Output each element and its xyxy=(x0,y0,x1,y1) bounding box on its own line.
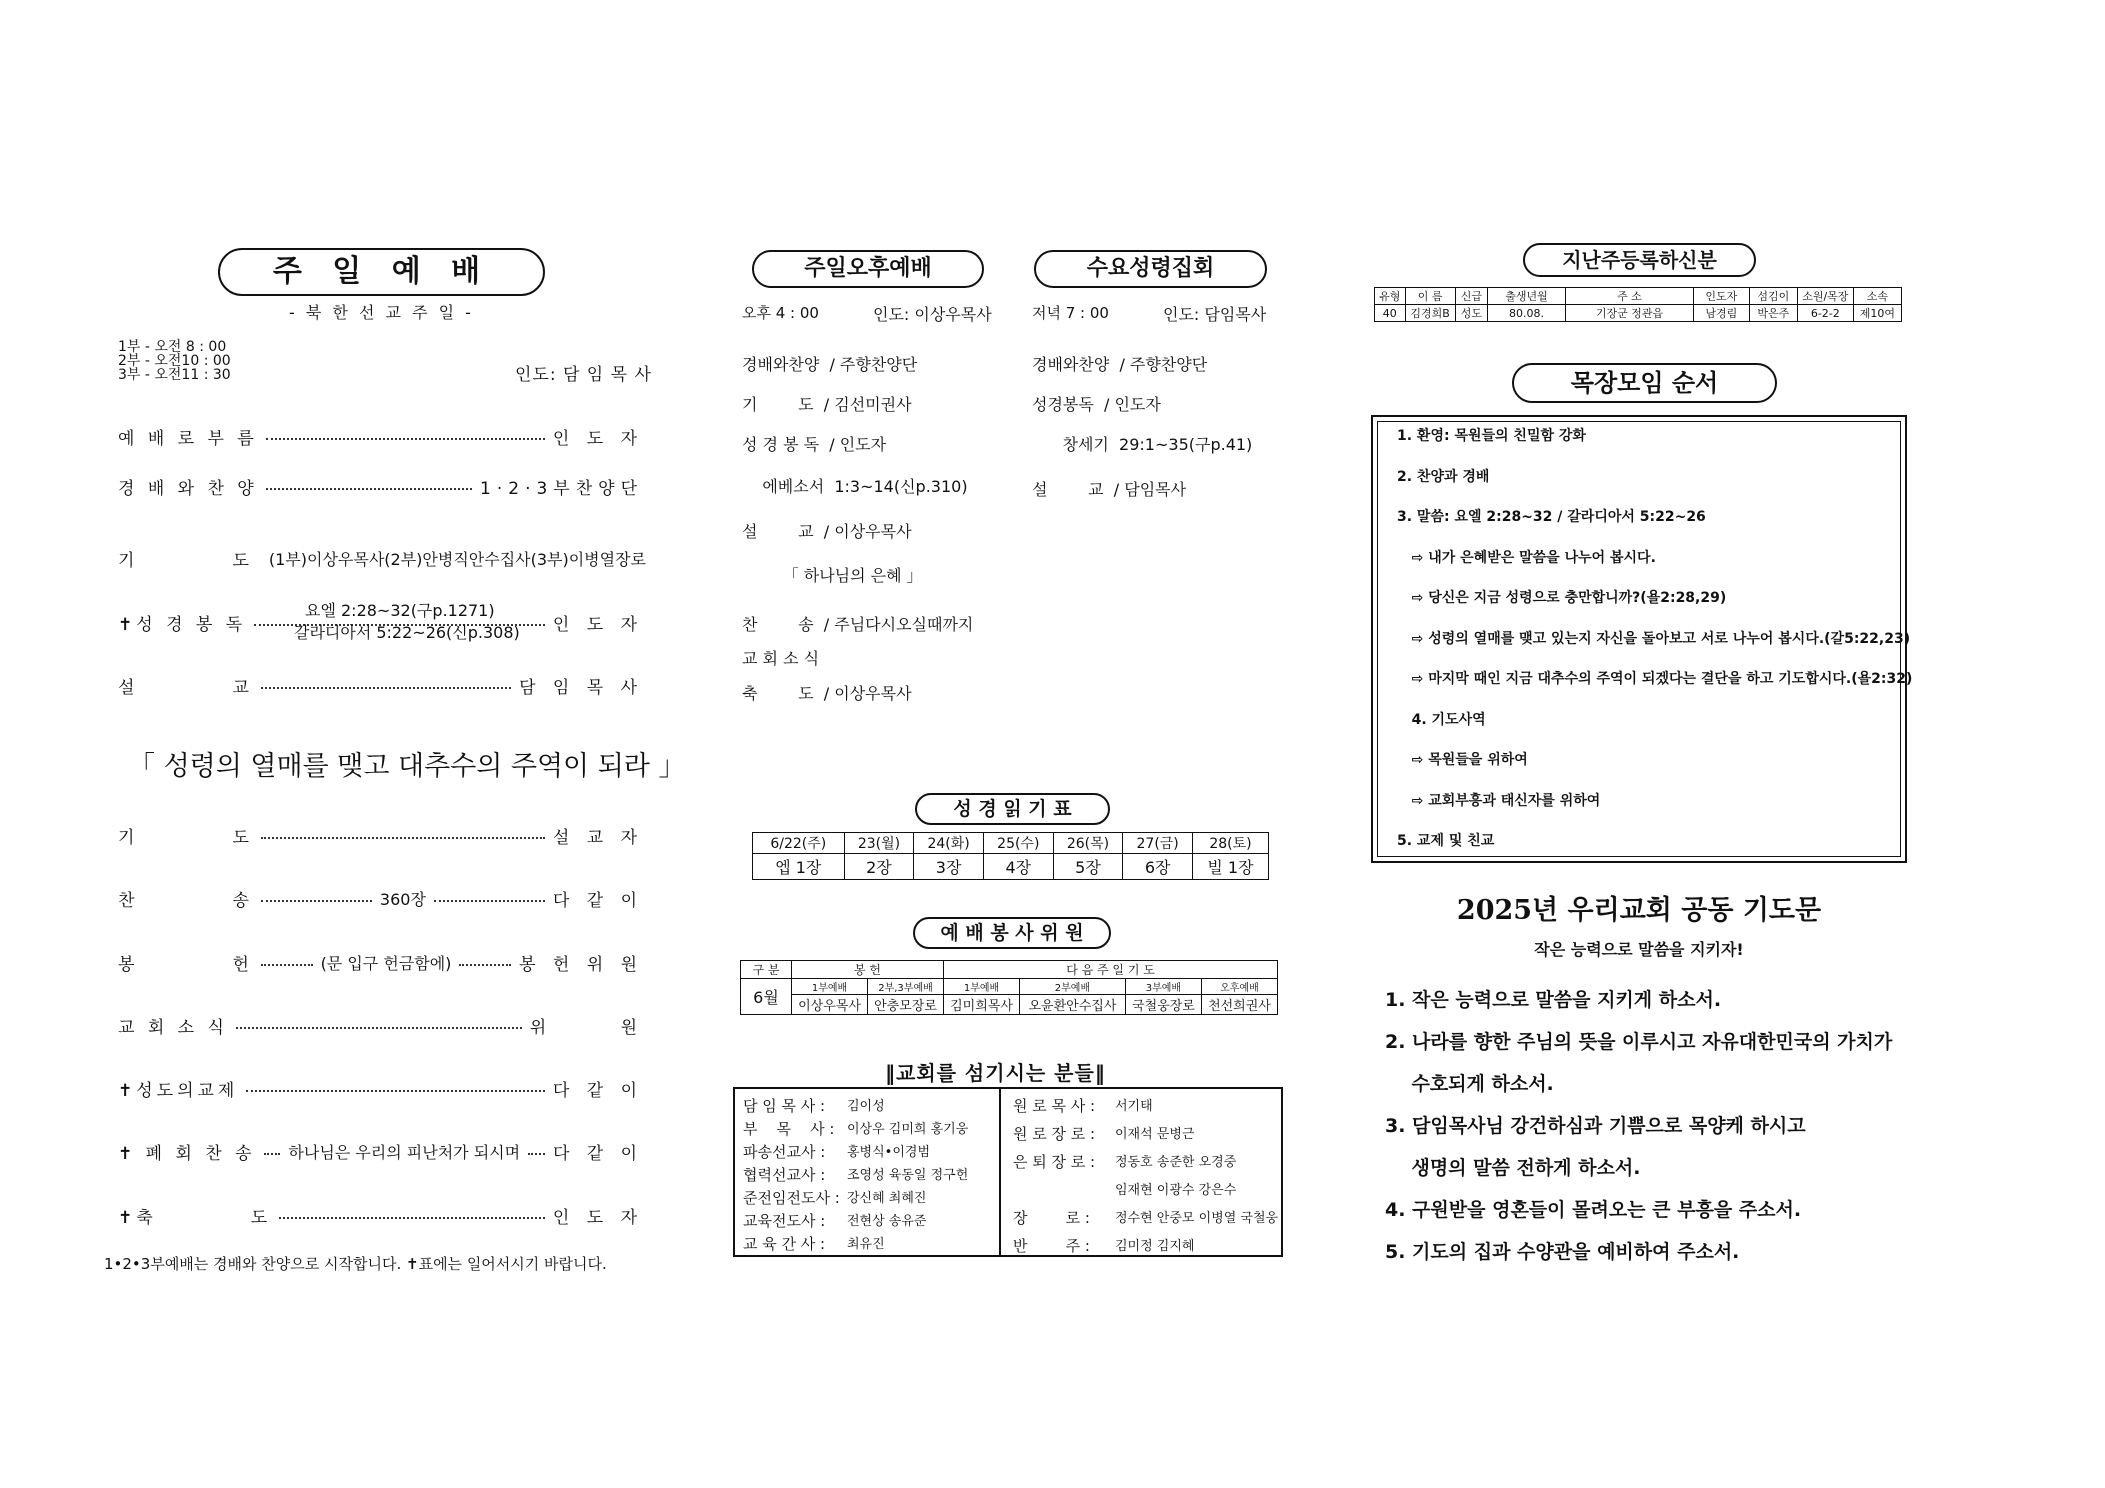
dotted-leader xyxy=(266,488,472,490)
leader-names: 임재현 이광수 강은수 xyxy=(1115,1183,1237,1198)
service-staff-names-row xyxy=(741,995,1278,1015)
newcomer-cell: 40 xyxy=(1375,305,1406,322)
afternoon-item: 설 교 / 이상우목사 xyxy=(742,522,912,541)
newcomer-cell: 남경림 xyxy=(1693,305,1749,322)
order-detail: (문 입구 헌금함에) xyxy=(320,954,452,973)
cell-meeting-item: ⇨ 성령의 열매를 맺고 있는지 자신을 돌아보고 서로 나누어 봅시다.(갈5:22,23) xyxy=(1397,630,1911,647)
cell-meeting-item: 4. 기도사역 xyxy=(1397,711,1486,728)
order-detail: (1부)이상우목사(2부)안병직안수집사(3부)이병열장로 xyxy=(268,550,647,569)
leader-role: 준전임전도사 : xyxy=(743,1189,840,1207)
newcomer-header: 소속 xyxy=(1853,288,1901,305)
cell-meeting-item: 2. 찬양과 경배 xyxy=(1397,468,1490,485)
dotted-leader xyxy=(279,1217,545,1219)
order-row xyxy=(118,823,643,848)
order-row xyxy=(118,1076,643,1101)
dotted-leader xyxy=(434,900,545,902)
service-time-2: 2부 - 오전10 : 00 xyxy=(118,353,231,369)
newcomer-header: 인도자 xyxy=(1693,288,1749,305)
service-staff-header-row xyxy=(741,961,1278,979)
leader-names: 강신혜 최혜진 xyxy=(847,1191,927,1206)
newcomers-header-row xyxy=(1375,288,1902,305)
afternoon-item: 축 도 / 이상우목사 xyxy=(742,684,912,703)
leader-names: 이상우 김미희 홍기웅 xyxy=(847,1122,969,1137)
order-person: 다 같 이 xyxy=(552,1081,643,1101)
afternoon-item: 성 경 봉 독 / 인도자 xyxy=(742,435,887,454)
order-person: 다 같 이 xyxy=(552,1144,644,1164)
leader-names: 서기태 xyxy=(1115,1099,1153,1114)
service-staff-title: 예 배 봉 사 위 원 xyxy=(913,917,1111,949)
bible-reading-header-row xyxy=(753,833,1269,854)
order-person: 인 도 자 xyxy=(552,429,643,449)
reading-day: 24(화) xyxy=(914,833,984,854)
service-person: 안충모장로 xyxy=(868,995,944,1015)
dotted-leader xyxy=(236,1027,522,1029)
dotted-leader xyxy=(528,1153,545,1155)
order-row xyxy=(118,424,643,449)
service-person: 김미희목사 xyxy=(944,995,1020,1015)
newcomer-header: 유형 xyxy=(1375,288,1406,305)
order-label: 기 도 xyxy=(118,551,253,571)
leader-role: 교육전도사 : xyxy=(743,1212,826,1230)
order-label: 봉 헌 xyxy=(118,955,253,975)
wednesday-leader: 인도: 담임목사 xyxy=(1163,305,1267,324)
order-person: 다 같 이 xyxy=(552,891,643,911)
afternoon-item: 에베소서 1:3~14(신p.310) xyxy=(742,477,968,496)
dotted-leader xyxy=(266,438,545,440)
order-row xyxy=(118,886,643,911)
prayer-line: 2. 나라를 향한 주님의 뜻을 이루시고 자유대한민국의 가치가 xyxy=(1385,1031,1893,1053)
afternoon-time: 오후 4 : 00 xyxy=(742,304,819,322)
leader-names: 이재석 문병근 xyxy=(1115,1127,1195,1142)
leader-names: 조영성 육동일 정구헌 xyxy=(847,1168,969,1183)
leader-names: 정동호 송준한 오경중 xyxy=(1115,1155,1237,1170)
service-staff-subheader-row xyxy=(741,979,1278,995)
order-person: 인 도 자 xyxy=(552,615,643,635)
cell-meeting-box xyxy=(1371,415,1913,863)
afternoon-item: 찬 송 / 주님다시오실때까지 xyxy=(742,615,974,634)
cell-meeting-item: 1. 환영: 목원들의 친밀함 강화 xyxy=(1397,428,1586,444)
newcomers-table xyxy=(1374,287,1902,322)
order-label: ✝축 도 xyxy=(118,1208,272,1228)
order-label: 기 도 xyxy=(118,828,253,848)
reading-chapter: 4장 xyxy=(983,854,1053,880)
service-time-3: 3부 - 오전11 : 30 xyxy=(118,367,231,383)
newcomers-title: 지난주등록하신분 xyxy=(1523,243,1756,277)
order-person: 1·2·3부찬양단 xyxy=(480,479,643,499)
leaders-box xyxy=(733,1087,1283,1257)
newcomer-header: 섬김이 xyxy=(1749,288,1797,305)
header-offering: 봉 헌 xyxy=(792,961,944,979)
service-subheader: 2부,3부예배 xyxy=(868,979,944,995)
dotted-leader xyxy=(261,837,545,839)
sermon-title: 「 성령의 열매를 맺고 대추수의 주역이 되라 」 xyxy=(128,751,686,782)
newcomer-header: 이 름 xyxy=(1405,288,1455,305)
order-person: 설 교 자 xyxy=(552,828,643,848)
order-person: 봉 헌 위 원 xyxy=(519,955,643,975)
order-detail: 하나님은 우리의 피난처가 되시며 xyxy=(288,1143,521,1162)
reading-day: 26(목) xyxy=(1053,833,1123,854)
leader-role: 교 육 간 사 : xyxy=(743,1235,826,1253)
leader-role: 원 로 장 로 : xyxy=(1013,1125,1096,1143)
service-subheader: 1부예배 xyxy=(792,979,868,995)
afternoon-item: 「 하나님의 은혜 」 xyxy=(742,566,923,585)
order-row xyxy=(118,1203,643,1228)
cell-meeting-item: ⇨ 내가 은혜받은 말씀을 나누어 봅시다. xyxy=(1397,549,1656,566)
newcomer-header: 출생년월 xyxy=(1488,288,1566,305)
scripture-reference-1: 요엘 2:28~32(구p.1271) xyxy=(305,601,495,620)
cell-meeting-item: ⇨ 당신은 지금 성령으로 충만합니까?(욜2:28,29) xyxy=(1397,590,1727,606)
leader-role: 장 로 : xyxy=(1013,1209,1090,1227)
reading-chapter: 5장 xyxy=(1053,854,1123,880)
wednesday-item: 경배와찬양 / 주향찬양단 xyxy=(1032,355,1208,374)
wednesday-item: 창세기 29:1~35(구p.41) xyxy=(1032,435,1253,454)
dotted-leader xyxy=(459,964,511,966)
newcomer-cell: 6-2-2 xyxy=(1797,305,1853,322)
afternoon-leader: 인도: 이상우목사 xyxy=(873,305,992,324)
main-service-title: 주 일 예 배 xyxy=(218,248,545,296)
reading-day: 23(월) xyxy=(844,833,914,854)
order-label: ✝ 폐 회 찬 송 xyxy=(118,1144,256,1164)
leader-names: 최유진 xyxy=(847,1237,885,1252)
bible-reading-table xyxy=(752,832,1269,880)
order-row xyxy=(118,1013,643,1038)
service-subheader: 1부예배 xyxy=(944,979,1020,995)
cell-meeting-item: 3. 말씀: 요엘 2:28~32 / 갈라디아서 5:22~26 xyxy=(1397,509,1706,525)
bible-reading-values-row xyxy=(753,854,1269,880)
order-row xyxy=(118,950,643,975)
leader-names: 전현상 송유준 xyxy=(847,1214,927,1229)
footnote: 1•2•3부예배는 경배와 찬양으로 시작합니다. ✝표에는 일어서시기 바랍니다. xyxy=(104,1255,607,1273)
newcomers-data-row xyxy=(1375,305,1902,322)
newcomer-header: 신급 xyxy=(1455,288,1487,305)
scripture-reference-2: 갈라디아서 5:22~26(신p.308) xyxy=(294,623,520,642)
prayer-line: 5. 기도의 집과 수양관을 예비하여 주소서. xyxy=(1385,1241,1740,1263)
service-person: 오윤환안수집사 xyxy=(1020,995,1126,1015)
prayer-line: 4. 구원받을 영혼들이 몰려오는 큰 부흥을 주소서. xyxy=(1385,1199,1802,1221)
month-cell: 6월 xyxy=(741,979,792,1015)
afternoon-item: 교 회 소 식 xyxy=(742,649,820,668)
cell-meeting-item: ⇨ 교회부흥과 태신자를 위하여 xyxy=(1397,792,1601,809)
leader-names: 홍병식•이경범 xyxy=(847,1145,931,1160)
newcomer-header: 주 소 xyxy=(1565,288,1693,305)
dotted-leader xyxy=(261,687,511,689)
leader-names: 김이성 xyxy=(847,1099,885,1114)
service-subheader: 3부예배 xyxy=(1125,979,1201,995)
service-person: 국철웅장로 xyxy=(1125,995,1201,1015)
cell-meeting-item: 5. 교제 및 친교 xyxy=(1397,833,1495,849)
header-gubun: 구 분 xyxy=(741,961,792,979)
service-subheader: 오후예배 xyxy=(1201,979,1277,995)
wednesday-item: 설 교 / 담임목사 xyxy=(1032,480,1187,499)
wednesday-service-title: 수요성령집회 xyxy=(1034,250,1267,288)
dotted-leader xyxy=(261,900,372,902)
prayer-subtitle: 작은 능력으로 말씀을 지키자! xyxy=(1534,940,1744,959)
reading-chapter: 2장 xyxy=(844,854,914,880)
order-label: ✝성 경 봉 독 xyxy=(118,615,247,635)
leader-role: 반 주 : xyxy=(1013,1237,1090,1255)
service-person: 이상우목사 xyxy=(792,995,868,1015)
order-row xyxy=(118,673,643,698)
leader-role: 파송선교사 : xyxy=(743,1143,826,1161)
afternoon-item: 기 도 / 김선미권사 xyxy=(742,395,912,414)
order-person: 인 도 자 xyxy=(552,1208,643,1228)
leader-names: 정수현 안중모 이병열 국철웅 xyxy=(1115,1211,1279,1226)
leaders-title: ‖교회를 섬기시는 분들‖ xyxy=(885,1061,1106,1085)
reading-day: 6/22(주) xyxy=(753,833,845,854)
newcomer-cell: 기장군 정관읍 xyxy=(1565,305,1693,322)
order-label: 예 배 로 부 름 xyxy=(118,429,258,449)
service-subheader: 2부예배 xyxy=(1020,979,1126,995)
leaders-divider xyxy=(999,1089,1001,1255)
order-label: 교 회 소 식 xyxy=(118,1018,228,1038)
newcomer-cell: 성도 xyxy=(1455,305,1487,322)
order-person: 담 임 목 사 xyxy=(519,678,643,698)
cell-meeting-title: 목장모임 순서 xyxy=(1512,363,1777,403)
order-label: 경 배 와 찬 양 xyxy=(118,479,258,499)
afternoon-item: 경배와찬양 / 주향찬양단 xyxy=(742,355,918,374)
order-label: 설 교 xyxy=(118,678,253,698)
dotted-leader xyxy=(264,1153,281,1155)
prayer-line: 1. 작은 능력으로 말씀을 지키게 하소서. xyxy=(1385,989,1722,1011)
order-row xyxy=(118,546,647,571)
prayer-line: 생명의 말씀 전하게 하소서. xyxy=(1385,1157,1641,1179)
reading-day: 25(수) xyxy=(983,833,1053,854)
reading-chapter: 6장 xyxy=(1123,854,1193,880)
wednesday-item: 성경봉독 / 인도자 xyxy=(1032,395,1161,414)
cell-meeting-item: ⇨ 마지막 때인 지금 대추수의 주역이 되겠다는 결단을 하고 기도합시다.(욜2:32) xyxy=(1397,671,1913,687)
service-times xyxy=(118,340,231,382)
service-time-1: 1부 - 오전 8 : 00 xyxy=(118,339,227,355)
reading-day: 28(토) xyxy=(1192,833,1268,854)
prayer-line: 수호되게 하소서. xyxy=(1385,1073,1554,1095)
newcomer-cell: 80.08. xyxy=(1488,305,1566,322)
reading-chapter: 3장 xyxy=(914,854,984,880)
order-detail: 360장 xyxy=(379,890,426,909)
leader-role: 원 로 목 사 : xyxy=(1013,1097,1096,1115)
afternoon-service-title: 주일오후예배 xyxy=(752,250,984,288)
newcomer-cell: 김경희B xyxy=(1405,305,1455,322)
dotted-leader xyxy=(261,964,313,966)
newcomer-header: 소원/목장 xyxy=(1797,288,1853,305)
newcomer-cell: 박은주 xyxy=(1749,305,1797,322)
leader-role: 협력선교사 : xyxy=(743,1166,826,1184)
order-label: ✝성도의교제 xyxy=(118,1081,239,1101)
bible-reading-title: 성 경 읽 기 표 xyxy=(915,793,1110,825)
order-row xyxy=(118,1139,643,1164)
leader-names: 김미정 김지혜 xyxy=(1115,1239,1195,1254)
prayer-title: 2025년 우리교회 공동 기도문 xyxy=(1456,895,1822,926)
service-staff-table xyxy=(740,960,1278,1015)
newcomer-cell: 제10여 xyxy=(1853,305,1901,322)
leader-role: 부 목 사 : xyxy=(743,1120,835,1138)
header-next-prayer: 다 음 주 일 기 도 xyxy=(944,961,1278,979)
leader-role: 은 퇴 장 로 : xyxy=(1013,1153,1096,1171)
prayer-line: 3. 담임목사님 강건하심과 기쁨으로 목양케 하시고 xyxy=(1385,1115,1806,1137)
reading-day: 27(금) xyxy=(1123,833,1193,854)
service-person: 천선희권사 xyxy=(1201,995,1277,1015)
leader-role: 담 임 목 사 : xyxy=(743,1097,826,1115)
cell-meeting-item: ⇨ 목원들을 위하여 xyxy=(1397,752,1528,768)
order-person: 위 원 xyxy=(529,1018,643,1038)
main-service-leader: 인도: 담 임 목 사 xyxy=(515,365,652,385)
order-label: 찬 송 xyxy=(118,891,253,911)
wednesday-time: 저녁 7 : 00 xyxy=(1032,304,1109,322)
dotted-leader xyxy=(246,1090,545,1092)
order-row xyxy=(118,474,643,499)
reading-chapter: 엡 1장 xyxy=(753,854,845,880)
reading-chapter: 빌 1장 xyxy=(1192,854,1268,880)
main-service-subtitle: - 북 한 선 교 주 일 - xyxy=(289,303,474,322)
